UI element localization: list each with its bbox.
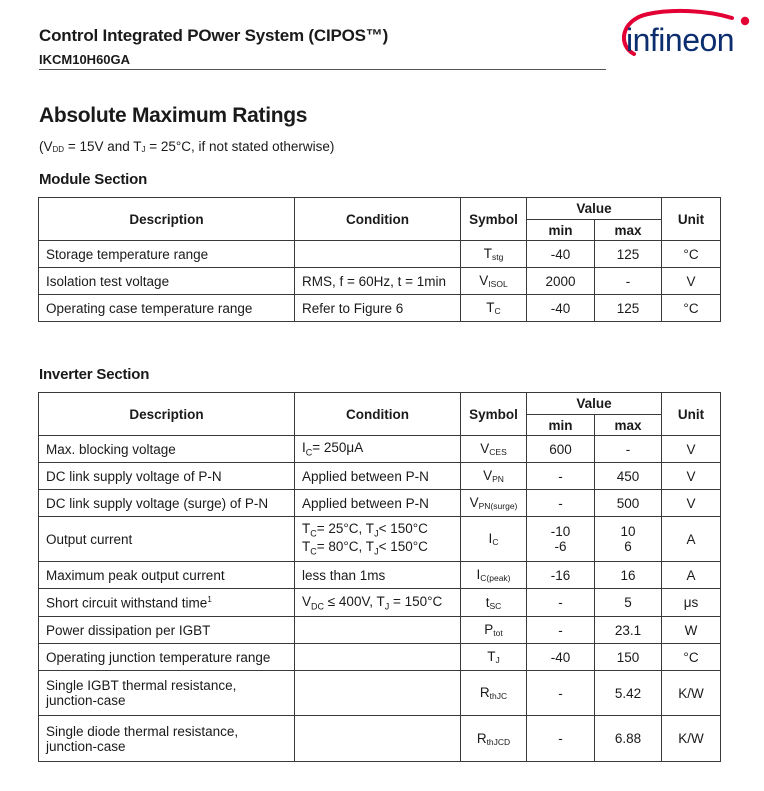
description-cell: Storage temperature range (39, 241, 295, 268)
condition-cell: Refer to Figure 6 (295, 295, 461, 322)
infineon-logo (614, 6, 754, 68)
col-header-min: min (527, 415, 595, 436)
col-header-description: Description (39, 393, 295, 436)
col-header-condition: Condition (295, 393, 461, 436)
min-cell: - (527, 671, 595, 716)
col-header-min: min (527, 220, 595, 241)
table-row (39, 617, 721, 644)
table-row (39, 436, 721, 463)
condition-cell: Applied between P-N (295, 463, 461, 490)
description-cell: Single IGBT thermal resistance, junction-case (39, 671, 295, 716)
col-header-unit: Unit (662, 393, 721, 436)
min-cell: 600 (527, 436, 595, 463)
description-cell: DC link supply voltage of P-N (39, 463, 295, 490)
col-header-symbol: Symbol (461, 198, 527, 241)
symbol-cell: $V_{PN(surge)}$ (461, 490, 527, 517)
description-cell: DC link supply voltage (surge) of P-N (39, 490, 295, 517)
col-header-max: max (595, 415, 662, 436)
max-cell: 16 (595, 562, 662, 589)
condition-line: $T_C= 25^\circ C$, $T_J< 150^\circ C$ (302, 521, 428, 539)
description-cell: Max. blocking voltage (39, 436, 295, 463)
col-header-unit: Unit (662, 198, 721, 241)
table-row (39, 295, 721, 322)
col-header-description: Description (39, 198, 295, 241)
symbol-cell: $V_{ISOL}$ (461, 268, 527, 295)
description-cell: Isolation test voltage (39, 268, 295, 295)
max-cell: 150 (595, 644, 662, 671)
col-header-symbol: Symbol (461, 393, 527, 436)
max-cell: 500 (595, 490, 662, 517)
min-cell: -40 (527, 644, 595, 671)
description-cell: Single diode thermal resistance, junction-case (39, 716, 295, 762)
max-cell: - (595, 268, 662, 295)
condition-cell (295, 241, 461, 268)
unit-cell: K/W (662, 671, 721, 716)
description-cell: Maximum peak output current (39, 562, 295, 589)
unit-cell: A (662, 517, 721, 562)
table-row (39, 671, 721, 716)
max-cell: 450 (595, 463, 662, 490)
col-header-condition: Condition (295, 198, 461, 241)
header-divider (39, 69, 606, 70)
condition-cell (295, 671, 461, 716)
logo-text: infineon (626, 22, 735, 58)
conditions-note: ($V_{DD} = 15V$ and $T_J = 25^\circ C$, if not stated otherwise) (39, 139, 335, 154)
table-row (39, 716, 721, 762)
min-cell: 2000 (527, 268, 595, 295)
max-cell: 23.1 (595, 617, 662, 644)
module-section-title: Module Section (39, 171, 148, 188)
min-cell: -40 (527, 241, 595, 268)
condition-line: $T_C= 80^\circ C$, $T_J< 150^\circ C$ (302, 539, 428, 557)
min-cell: - (527, 463, 595, 490)
symbol-cell: $T_{stg}$ (461, 241, 527, 268)
symbol-cell: $P_{tot}$ (461, 617, 527, 644)
max-cell: - (595, 436, 662, 463)
unit-cell: V (662, 268, 721, 295)
page-title: Absolute Maximum Ratings (39, 104, 308, 127)
col-header-value: Value (527, 393, 662, 415)
description-cell: Operating case temperature range (39, 295, 295, 322)
unit-cell: A (662, 562, 721, 589)
min-cell: - (527, 490, 595, 517)
min-cell: -40 (527, 295, 595, 322)
unit-cell: °C (662, 241, 721, 268)
condition-cell (295, 517, 461, 562)
max-cell: 5.42 (595, 671, 662, 716)
table-row (39, 463, 721, 490)
table-row (39, 517, 721, 562)
table-row (39, 562, 721, 589)
document-title: Control Integrated POwer System (CIPOS™) (39, 26, 389, 45)
module-section-table (38, 197, 721, 322)
inverter-section-table (38, 392, 721, 762)
min-cell: -16 (527, 562, 595, 589)
description-cell: Operating junction temperature range (39, 644, 295, 671)
description-cell: Power dissipation per IGBT (39, 617, 295, 644)
condition-cell: Applied between P-N (295, 490, 461, 517)
unit-cell: W (662, 617, 721, 644)
table-row (39, 644, 721, 671)
condition-cell: less than 1ms (295, 562, 461, 589)
inverter-section-title: Inverter Section (39, 366, 150, 383)
symbol-cell: $I_{C(peak)}$ (461, 562, 527, 589)
symbol-cell: $R_{thJCD}$ (461, 716, 527, 762)
min-cell: - (527, 716, 595, 762)
symbol-cell: $I_C$ (461, 517, 527, 562)
table-row (39, 490, 721, 517)
description-cell: Short circuit withstand time$^1$ (39, 589, 295, 617)
table-row (39, 241, 721, 268)
part-number: IKCM10H60GA (39, 52, 131, 67)
min-cell: -10 -6 (527, 517, 595, 562)
max-cell: 125 (595, 241, 662, 268)
unit-cell: V (662, 436, 721, 463)
unit-cell: K/W (662, 716, 721, 762)
col-header-value: Value (527, 198, 662, 220)
unit-cell: μs (662, 589, 721, 617)
condition-cell (295, 617, 461, 644)
condition-cell: $I_C= 250\mu A$ (295, 436, 461, 463)
condition-cell: RMS, f = 60Hz, t = 1min (295, 268, 461, 295)
max-cell: 125 (595, 295, 662, 322)
logo-dot (741, 17, 749, 25)
unit-cell: V (662, 463, 721, 490)
max-cell: 10 6 (595, 517, 662, 562)
condition-cell (295, 716, 461, 762)
max-cell: 5 (595, 589, 662, 617)
symbol-cell: $T_C$ (461, 295, 527, 322)
symbol-cell: $T_J$ (461, 644, 527, 671)
unit-cell: °C (662, 295, 721, 322)
condition-cell: $V_{DC} \le 400V$, $T_J = 150^\circ C$ (295, 589, 461, 617)
unit-cell: °C (662, 644, 721, 671)
symbol-cell: $R_{thJC}$ (461, 671, 527, 716)
unit-cell: V (662, 490, 721, 517)
condition-cell (295, 644, 461, 671)
col-header-max: max (595, 220, 662, 241)
min-cell: - (527, 617, 595, 644)
description-cell: Output current (39, 517, 295, 562)
min-cell: - (527, 589, 595, 617)
symbol-cell: $t_{SC}$ (461, 589, 527, 617)
table-row (39, 589, 721, 617)
symbol-cell: $V_{CES}$ (461, 436, 527, 463)
max-cell: 6.88 (595, 716, 662, 762)
table-row (39, 268, 721, 295)
symbol-cell: $V_{PN}$ (461, 463, 527, 490)
footnote-ref: 1 (207, 594, 212, 604)
